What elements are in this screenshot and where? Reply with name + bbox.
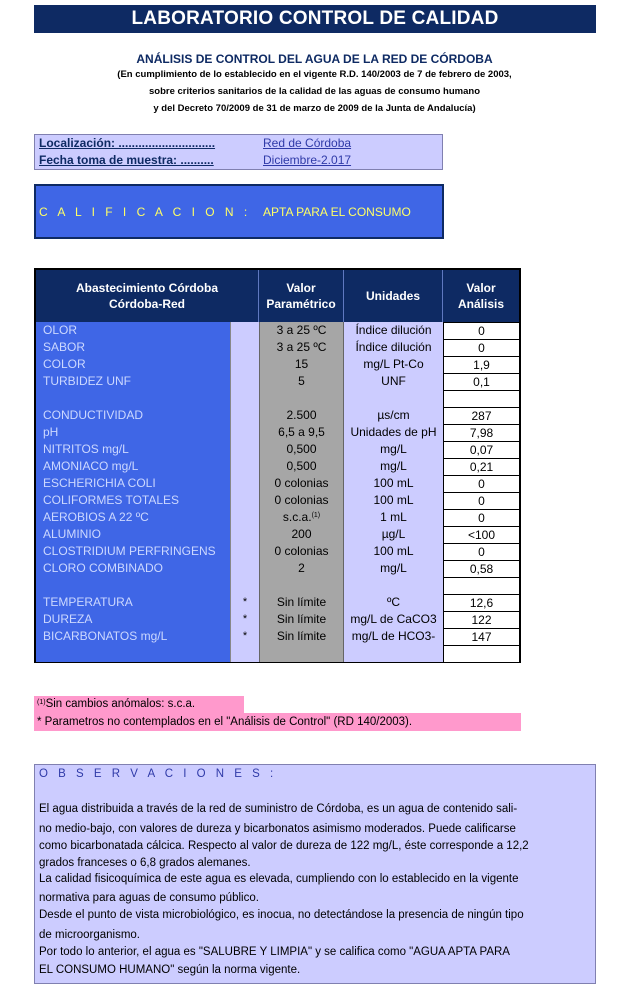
legal-note-line-1: (En cumplimiento de lo establecido en el vigente R.D. 140/2003 de 7 de febrero de 2003,	[117, 69, 512, 80]
asterisk-marker	[230, 526, 259, 543]
analysis-value: 0	[443, 543, 519, 560]
analysis-value: <100	[443, 526, 519, 543]
analysis-value: 0	[443, 322, 519, 339]
parametric-value: 0,500	[259, 458, 344, 475]
parameter-name	[36, 390, 230, 407]
table-row	[36, 390, 519, 407]
unit	[344, 390, 443, 407]
unit: µg/L	[344, 526, 443, 543]
header-supply: Abastecimiento Córdoba Córdoba-Red	[36, 270, 259, 322]
table-row	[36, 594, 519, 611]
unit: Índice dilución	[344, 339, 443, 356]
unit	[344, 645, 443, 662]
unit: mg/L de HCO3-	[344, 628, 443, 645]
table-row	[36, 509, 519, 526]
parameter-name	[36, 577, 230, 594]
asterisk-marker	[230, 356, 259, 373]
observations-box	[34, 764, 596, 984]
parametric-value: 2	[259, 560, 344, 577]
table-row	[36, 492, 519, 509]
parametric-value: Sin límite	[259, 594, 344, 611]
analysis-value: 0,07	[443, 441, 519, 458]
analysis-value: 12,6	[443, 594, 519, 611]
parametric-value	[259, 645, 344, 662]
table-row	[36, 611, 519, 628]
analysis-value	[443, 645, 519, 662]
observation-line: normativa para aguas de consumo público.	[39, 892, 259, 904]
parametric-value: 0 colonias	[259, 492, 344, 509]
parametric-value: 0,500	[259, 441, 344, 458]
observation-line: EL CONSUMO HUMANO" según la norma vigente.	[39, 964, 301, 976]
analysis-value	[443, 577, 519, 594]
analysis-value: 147	[443, 628, 519, 645]
asterisk-marker	[230, 322, 259, 339]
unit: UNF	[344, 373, 443, 390]
parametric-value: 0 colonias	[259, 475, 344, 492]
table-header	[36, 270, 519, 322]
asterisk-marker	[230, 509, 259, 526]
parameter-name	[36, 645, 230, 662]
parameter-name: NITRITOS mg/L	[36, 441, 230, 458]
parameter-name: ESCHERICHIA COLI	[36, 475, 230, 492]
unit: mg/L	[344, 458, 443, 475]
parametric-value: 6,5 a 9,5	[259, 424, 344, 441]
asterisk-marker	[230, 577, 259, 594]
header-analysis-value: Valor Análisis	[457, 281, 505, 311]
unit: µs/cm	[344, 407, 443, 424]
analysis-value: 0	[443, 475, 519, 492]
asterisk-marker: *	[230, 594, 259, 611]
parameter-name: BICARBONATOS mg/L	[36, 628, 230, 645]
sample-date-link[interactable]: Diciembre-2.017	[263, 153, 352, 167]
parameter-name: AEROBIOS A 22 ºC	[36, 509, 230, 526]
table-row	[36, 628, 519, 645]
legal-note-line-2: sobre criterios sanitarios de la calidad de las aguas de consumo humano	[148, 86, 481, 97]
parametric-value	[259, 577, 344, 594]
observations-title: O B S E R V A C I O N E S :	[39, 768, 277, 780]
parameter-name: TURBIDEZ UNF	[36, 373, 230, 390]
analysis-value: 0,1	[443, 373, 519, 390]
analysis-value: 7,98	[443, 424, 519, 441]
table-row	[36, 356, 519, 373]
unit: 100 mL	[344, 475, 443, 492]
parameter-name: pH	[36, 424, 230, 441]
table-row	[36, 458, 519, 475]
asterisk-marker: *	[230, 611, 259, 628]
unit: ºC	[344, 594, 443, 611]
report-subtitle: ANÁLISIS DE CONTROL DEL AGUA DE LA RED DE CÓRDOBA	[136, 52, 493, 66]
parametric-value	[259, 390, 344, 407]
table-row	[36, 560, 519, 577]
asterisk-marker: *	[230, 628, 259, 645]
asterisk-marker	[230, 560, 259, 577]
parametric-value: 2.500	[259, 407, 344, 424]
parametric-value: 200	[259, 526, 344, 543]
parametric-value: 5	[259, 373, 344, 390]
qualification-box	[34, 184, 444, 239]
analysis-value: 0,58	[443, 560, 519, 577]
analysis-value: 122	[443, 611, 519, 628]
parameter-name: TEMPERATURA	[36, 594, 230, 611]
location-label: Localización: .............................	[39, 136, 216, 150]
table-row	[36, 577, 519, 594]
unit: 1 mL	[344, 509, 443, 526]
parameter-name: OLOR	[36, 322, 230, 339]
parametric-value: 15	[259, 356, 344, 373]
analysis-value: 0	[443, 509, 519, 526]
page-title: LABORATORIO CONTROL DE CALIDAD	[34, 5, 596, 33]
asterisk-marker	[230, 390, 259, 407]
analysis-value: 287	[443, 407, 519, 424]
parametric-value: 0 colonias	[259, 543, 344, 560]
qualification-value: APTA PARA EL CONSUMO	[263, 205, 411, 219]
table-row	[36, 543, 519, 560]
table-row	[36, 441, 519, 458]
unit: 100 mL	[344, 543, 443, 560]
parametric-value: 3 a 25 ºC	[259, 339, 344, 356]
asterisk-marker	[230, 475, 259, 492]
observation-line: Desde el punto de vista microbiológico, es inocua, no detectándose la presencia de ningún tipo	[39, 909, 524, 921]
asterisk-marker	[230, 492, 259, 509]
asterisk-marker	[230, 407, 259, 424]
table-row	[36, 526, 519, 543]
parameter-name: ALUMINIO	[36, 526, 230, 543]
unit: mg/L de CaCO3	[344, 611, 443, 628]
footnote-sca: $^{(1)}$Sin cambios anómalos: s.c.a.	[34, 696, 244, 713]
parameter-name: DUREZA	[36, 611, 230, 628]
header-parametric-value: Valor Paramétrico	[259, 270, 344, 322]
asterisk-marker	[230, 339, 259, 356]
sample-info-box	[34, 134, 443, 170]
footnote-asterisk: * Parametros no contemplados en el "Análisis de Control" (RD 140/2003).	[34, 713, 521, 731]
qualification-label: C A L I F I C A C I O N :	[39, 205, 251, 219]
sample-date-label: Fecha toma de muestra: ..........	[39, 153, 214, 167]
parametric-value: 3 a 25 ºC	[259, 322, 344, 339]
parameter-name: CONDUCTIVIDAD	[36, 407, 230, 424]
legal-note-line-3: y del Decreto 70/2009 de 31 de marzo de 2009 de la Junta de Andalucía)	[153, 103, 476, 114]
parametric-value: s.c.a.$^{(1)}$	[259, 509, 344, 526]
parametric-value: Sin límite	[259, 628, 344, 645]
parameter-name: COLOR	[36, 356, 230, 373]
parameter-name: CLORO COMBINADO	[36, 560, 230, 577]
unit: Índice dilución	[344, 322, 443, 339]
parameter-name: CLOSTRIDIUM PERFRINGENS	[36, 543, 230, 560]
parameter-name: COLIFORMES TOTALES	[36, 492, 230, 509]
table-row	[36, 373, 519, 390]
observation-line: La calidad fisicoquímica de este agua es elevada, cumpliendo con lo establecido en la vigente	[39, 873, 519, 885]
analysis-value: 0	[443, 492, 519, 509]
analysis-value: 0,21	[443, 458, 519, 475]
table-row	[36, 407, 519, 424]
unit	[344, 577, 443, 594]
observation-line: Por todo lo anterior, el agua es "SALUBRE Y LIMPIA" y se califica como "AGUA APTA PARA	[39, 946, 510, 958]
header-units: Unidades	[344, 270, 443, 322]
observation-line: como bicarbonatada cálcica. Respecto al valor de dureza de 122 mg/L, éste corresponde a 12,2	[39, 840, 529, 852]
table-row	[36, 475, 519, 492]
asterisk-marker	[230, 441, 259, 458]
asterisk-marker	[230, 543, 259, 560]
table-row	[36, 339, 519, 356]
table-row	[36, 424, 519, 441]
table-row	[36, 322, 519, 339]
observation-line: de microorganismo.	[39, 929, 140, 941]
observation-line: El agua distribuida a través de la red de suministro de Córdoba, es un agua de contenido sali-	[39, 803, 518, 815]
parametric-value: Sin límite	[259, 611, 344, 628]
asterisk-marker	[230, 645, 259, 662]
analysis-value	[443, 390, 519, 407]
unit: mg/L	[344, 441, 443, 458]
parameter-name: AMONIACO mg/L	[36, 458, 230, 475]
analysis-value: 1,9	[443, 356, 519, 373]
analysis-value: 0	[443, 339, 519, 356]
location-link[interactable]: Red de Córdoba	[263, 136, 352, 150]
asterisk-marker	[230, 373, 259, 390]
observation-line: no medio-bajo, con valores de dureza y bicarbonatos asimismo moderados. Puede calificarse	[39, 823, 516, 835]
unit: mg/L	[344, 560, 443, 577]
analysis-table	[34, 268, 521, 663]
asterisk-marker	[230, 458, 259, 475]
unit: 100 mL	[344, 492, 443, 509]
observation-line: grados franceses o 6,8 grados alemanes.	[39, 857, 251, 869]
parameter-name: SABOR	[36, 339, 230, 356]
unit: mg/L Pt-Co	[344, 356, 443, 373]
table-row	[36, 645, 519, 662]
asterisk-marker	[230, 424, 259, 441]
unit: Unidades de pH	[344, 424, 443, 441]
